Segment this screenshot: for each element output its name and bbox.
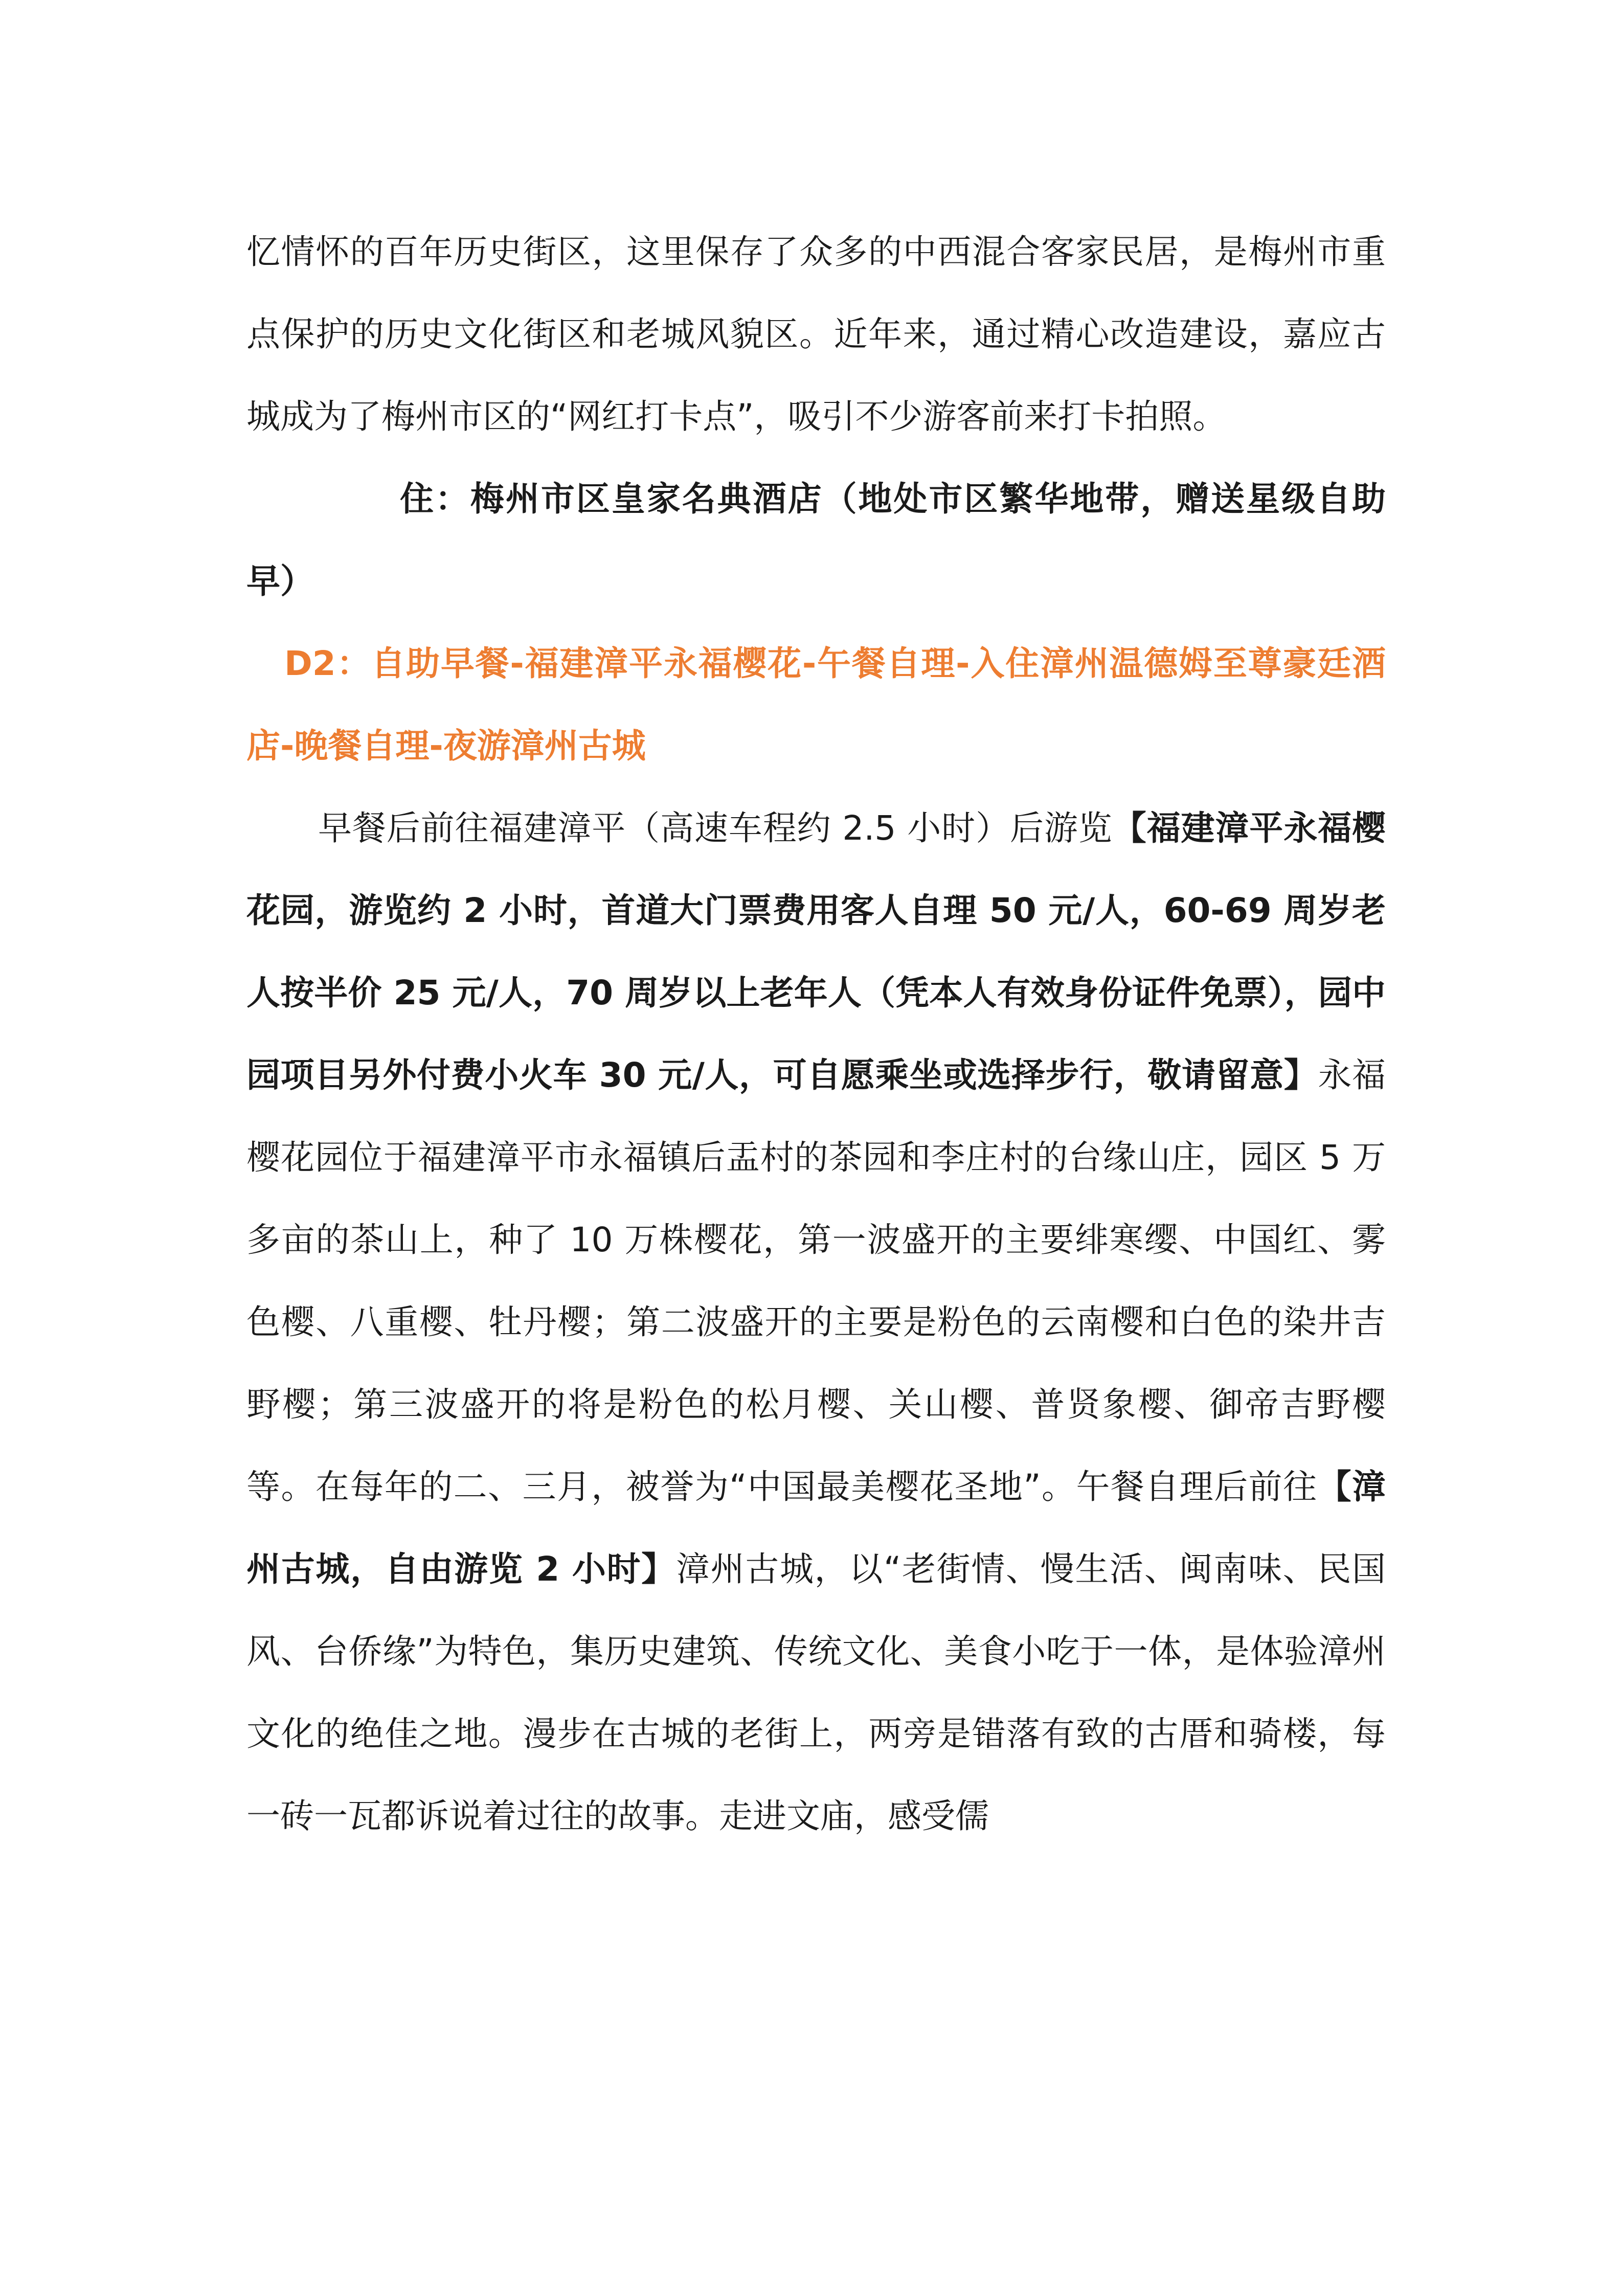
paragraph-jiaying-old-town: 忆情怀的百年历史街区，这里保存了众多的中西混合客家民居，是梅州市重点保护的历史文化街区和老城风貌区。近年来，通过精心改造建设，嘉应古城成为了梅州市区的“网红打卡点”，吸引不少游客前来打卡拍照。 — [246, 232, 1386, 436]
paragraph-day2-itinerary — [246, 787, 1386, 1857]
document-body — [246, 211, 1386, 1857]
zhangzhou-old-town-visit: 【漳州古城，自由游览 2 小时】 — [246, 1467, 1386, 1589]
zhangzhou-old-town-description: 漳州古城，以“老街情、慢生活、闽南味、民国风、台侨缘”为特色，集历史建筑、传统文化、美食小吃于一体，是体验漳州文化的绝佳之地。漫步在古城的老街上，两旁是错落有致的古厝和骑楼，每一砖一瓦都诉说着过往的故事。走进文庙，感受儒 — [246, 1549, 1386, 1836]
day2-heading: D2：自助早餐-福建漳平永福樱花-午餐自理-入住漳州温德姆至尊豪廷酒店-晚餐自理-夜游漳州古城 — [246, 644, 1386, 766]
sakura-park-description: 永福樱花园位于福建漳平市永福镇后盂村的茶园和李庄村的台缘山庄，园区 5 万多亩的茶山上，种了 10 万株樱花，第一波盛开的主要绯寒缨、中国红、雾色樱、八重樱、牡丹樱；第二波盛开的主要是粉色的云南樱和白色的染井吉野樱；第三波盛开的将是粉色的松月樱、关山樱、普贤象樱、御帝吉野樱等。在每年的二、三月，被誉为“中国最美樱花圣地”。午餐自理后前往 — [246, 1055, 1386, 1506]
itinerary-intro: 早餐后前往福建漳平（高速车程约 2.5 小时）后游览 — [318, 808, 1113, 848]
sakura-park-ticket-info: 【福建漳平永福樱花园，游览约 2 小时，首道大门票费用客人自理 50 元/人，60-69 周岁老人按半价 25 元/人，70 周岁以上老年人（凭本人有效身份证件免票），园中园项目另外付费小火车 30 元/人，可自愿乘坐或选择步行，敬请留意】 — [246, 808, 1386, 1095]
lodging-line: 住：梅州市区皇家名典酒店（地处市区繁华地带，赠送星级自助早） — [246, 479, 1386, 601]
